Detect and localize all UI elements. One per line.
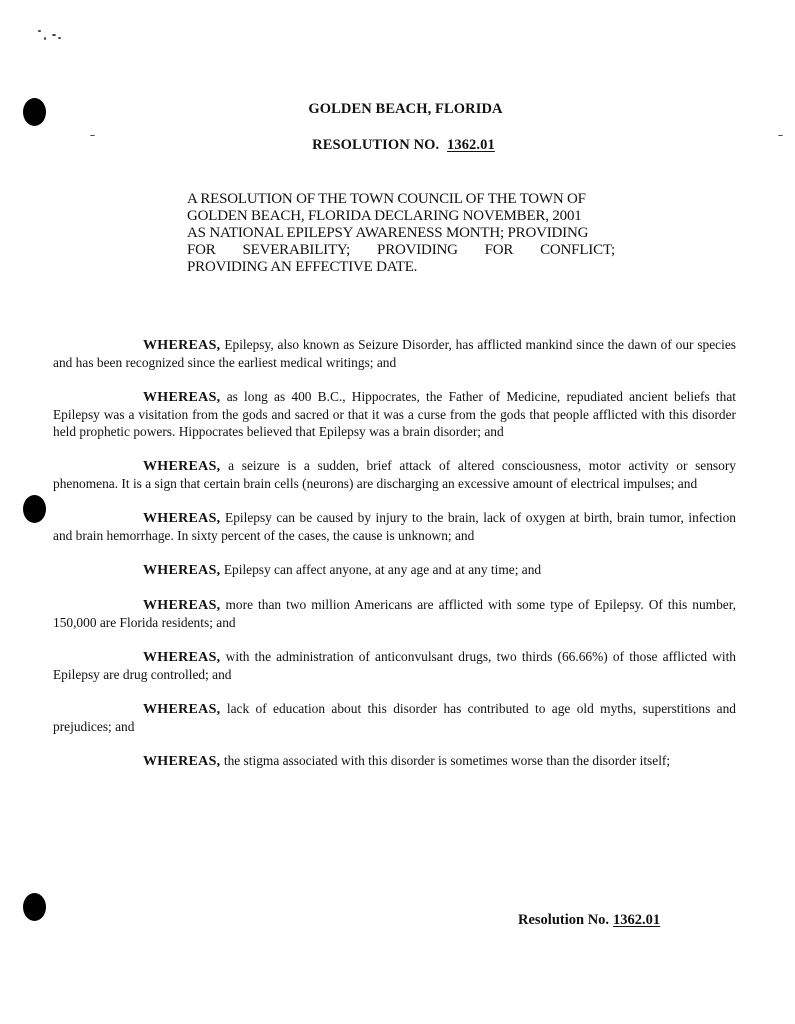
- abstract-line: AS NATIONAL EPILEPSY AWARENESS MONTH; PROVIDING: [187, 225, 589, 241]
- municipality-title: GOLDEN BEACH, FLORIDA: [308, 101, 503, 117]
- scan-speck: [52, 34, 56, 36]
- scan-speck: [778, 135, 783, 136]
- scan-speck: [58, 37, 61, 39]
- scan-speck: [90, 135, 95, 136]
- clause-text: a seizure is a sudden, brief attack of altered consciousness, motor activity or sensory phenomena. It is a sign that certain brain cells (neurons) are discharging an excessive amount of electrical impulses; and: [53, 458, 736, 491]
- clause-text: Epilepsy can be caused by injury to the brain, lack of oxygen at birth, brain tumor, infection and brain hemorrhage. In sixty percent of the cases, the cause is unknown; and: [53, 510, 736, 543]
- scan-speck: [44, 37, 46, 40]
- clause-text: more than two million Americans are afflicted with some type of Epilepsy. Of this number, 150,000 are Florida residents; and: [53, 597, 736, 630]
- clause-lead: WHEREAS,: [143, 754, 221, 769]
- whereas-clause: [53, 388, 736, 440]
- abstract-line: PROVIDING AN EFFECTIVE DATE.: [187, 259, 418, 275]
- whereas-clause: [53, 336, 736, 371]
- scan-speck: [38, 30, 41, 32]
- whereas-clauses: [53, 336, 736, 787]
- abstract-line: FOR SEVERABILITY; PROVIDING FOR CONFLICT;: [187, 242, 615, 258]
- clause-text: Epilepsy, also known as Seizure Disorder, has afflicted mankind since the dawn of our species and has been recognized since the earliest medical writings; and: [53, 337, 736, 370]
- clause-lead: WHEREAS,: [143, 563, 221, 578]
- clause-lead: WHEREAS,: [143, 459, 221, 474]
- whereas-clause: [53, 509, 736, 544]
- resolution-number-heading: [8, 137, 795, 154]
- resolution-label: RESOLUTION NO.: [312, 137, 440, 153]
- whereas-clause: [53, 700, 736, 735]
- clause-text: with the administration of anticonvulsant drugs, two thirds (66.66%) of those afflicted with Epilepsy are drug controlled; and: [53, 649, 736, 682]
- punch-hole: [23, 893, 46, 921]
- resolution-number: 1362.01: [447, 137, 495, 153]
- clause-text: Epilepsy can affect anyone, at any age and at any time; and: [223, 562, 542, 577]
- whereas-clause: [53, 648, 736, 683]
- whereas-clause: [53, 596, 736, 631]
- clause-text: the stigma associated with this disorder is sometimes worse than the disorder itself;: [223, 753, 671, 768]
- clause-lead: WHEREAS,: [143, 598, 221, 613]
- footer-resolution-number: 1362.01: [613, 912, 661, 928]
- clause-lead: WHEREAS,: [143, 511, 221, 526]
- clause-text: as long as 400 B.C., Hippocrates, the Father of Medicine, repudiated ancient beliefs that Epilepsy was a visitation from the gods and sacred or that it was a curse from the gods that people afflicted with this disorder held prophetic powers. Hippocrates believed that Epilepsy was a brain disorder; and: [53, 389, 736, 439]
- abstract-line: A RESOLUTION OF THE TOWN COUNCIL OF THE TOWN OF: [187, 191, 586, 207]
- abstract-line: GOLDEN BEACH, FLORIDA DECLARING NOVEMBER, 2001: [187, 208, 582, 224]
- whereas-clause: [53, 457, 736, 492]
- clause-text: lack of education about this disorder has contributed to age old myths, superstitions and prejudices; and: [53, 701, 736, 734]
- clause-lead: WHEREAS,: [143, 338, 221, 353]
- page-footer: [518, 912, 664, 929]
- clause-lead: WHEREAS,: [143, 650, 221, 665]
- whereas-clause: [53, 752, 736, 770]
- whereas-clause: [53, 561, 736, 579]
- resolution-abstract: [187, 191, 615, 276]
- punch-hole: [23, 495, 46, 523]
- footer-label: Resolution No.: [518, 912, 610, 928]
- clause-lead: WHEREAS,: [143, 390, 221, 405]
- clause-lead: WHEREAS,: [143, 702, 221, 717]
